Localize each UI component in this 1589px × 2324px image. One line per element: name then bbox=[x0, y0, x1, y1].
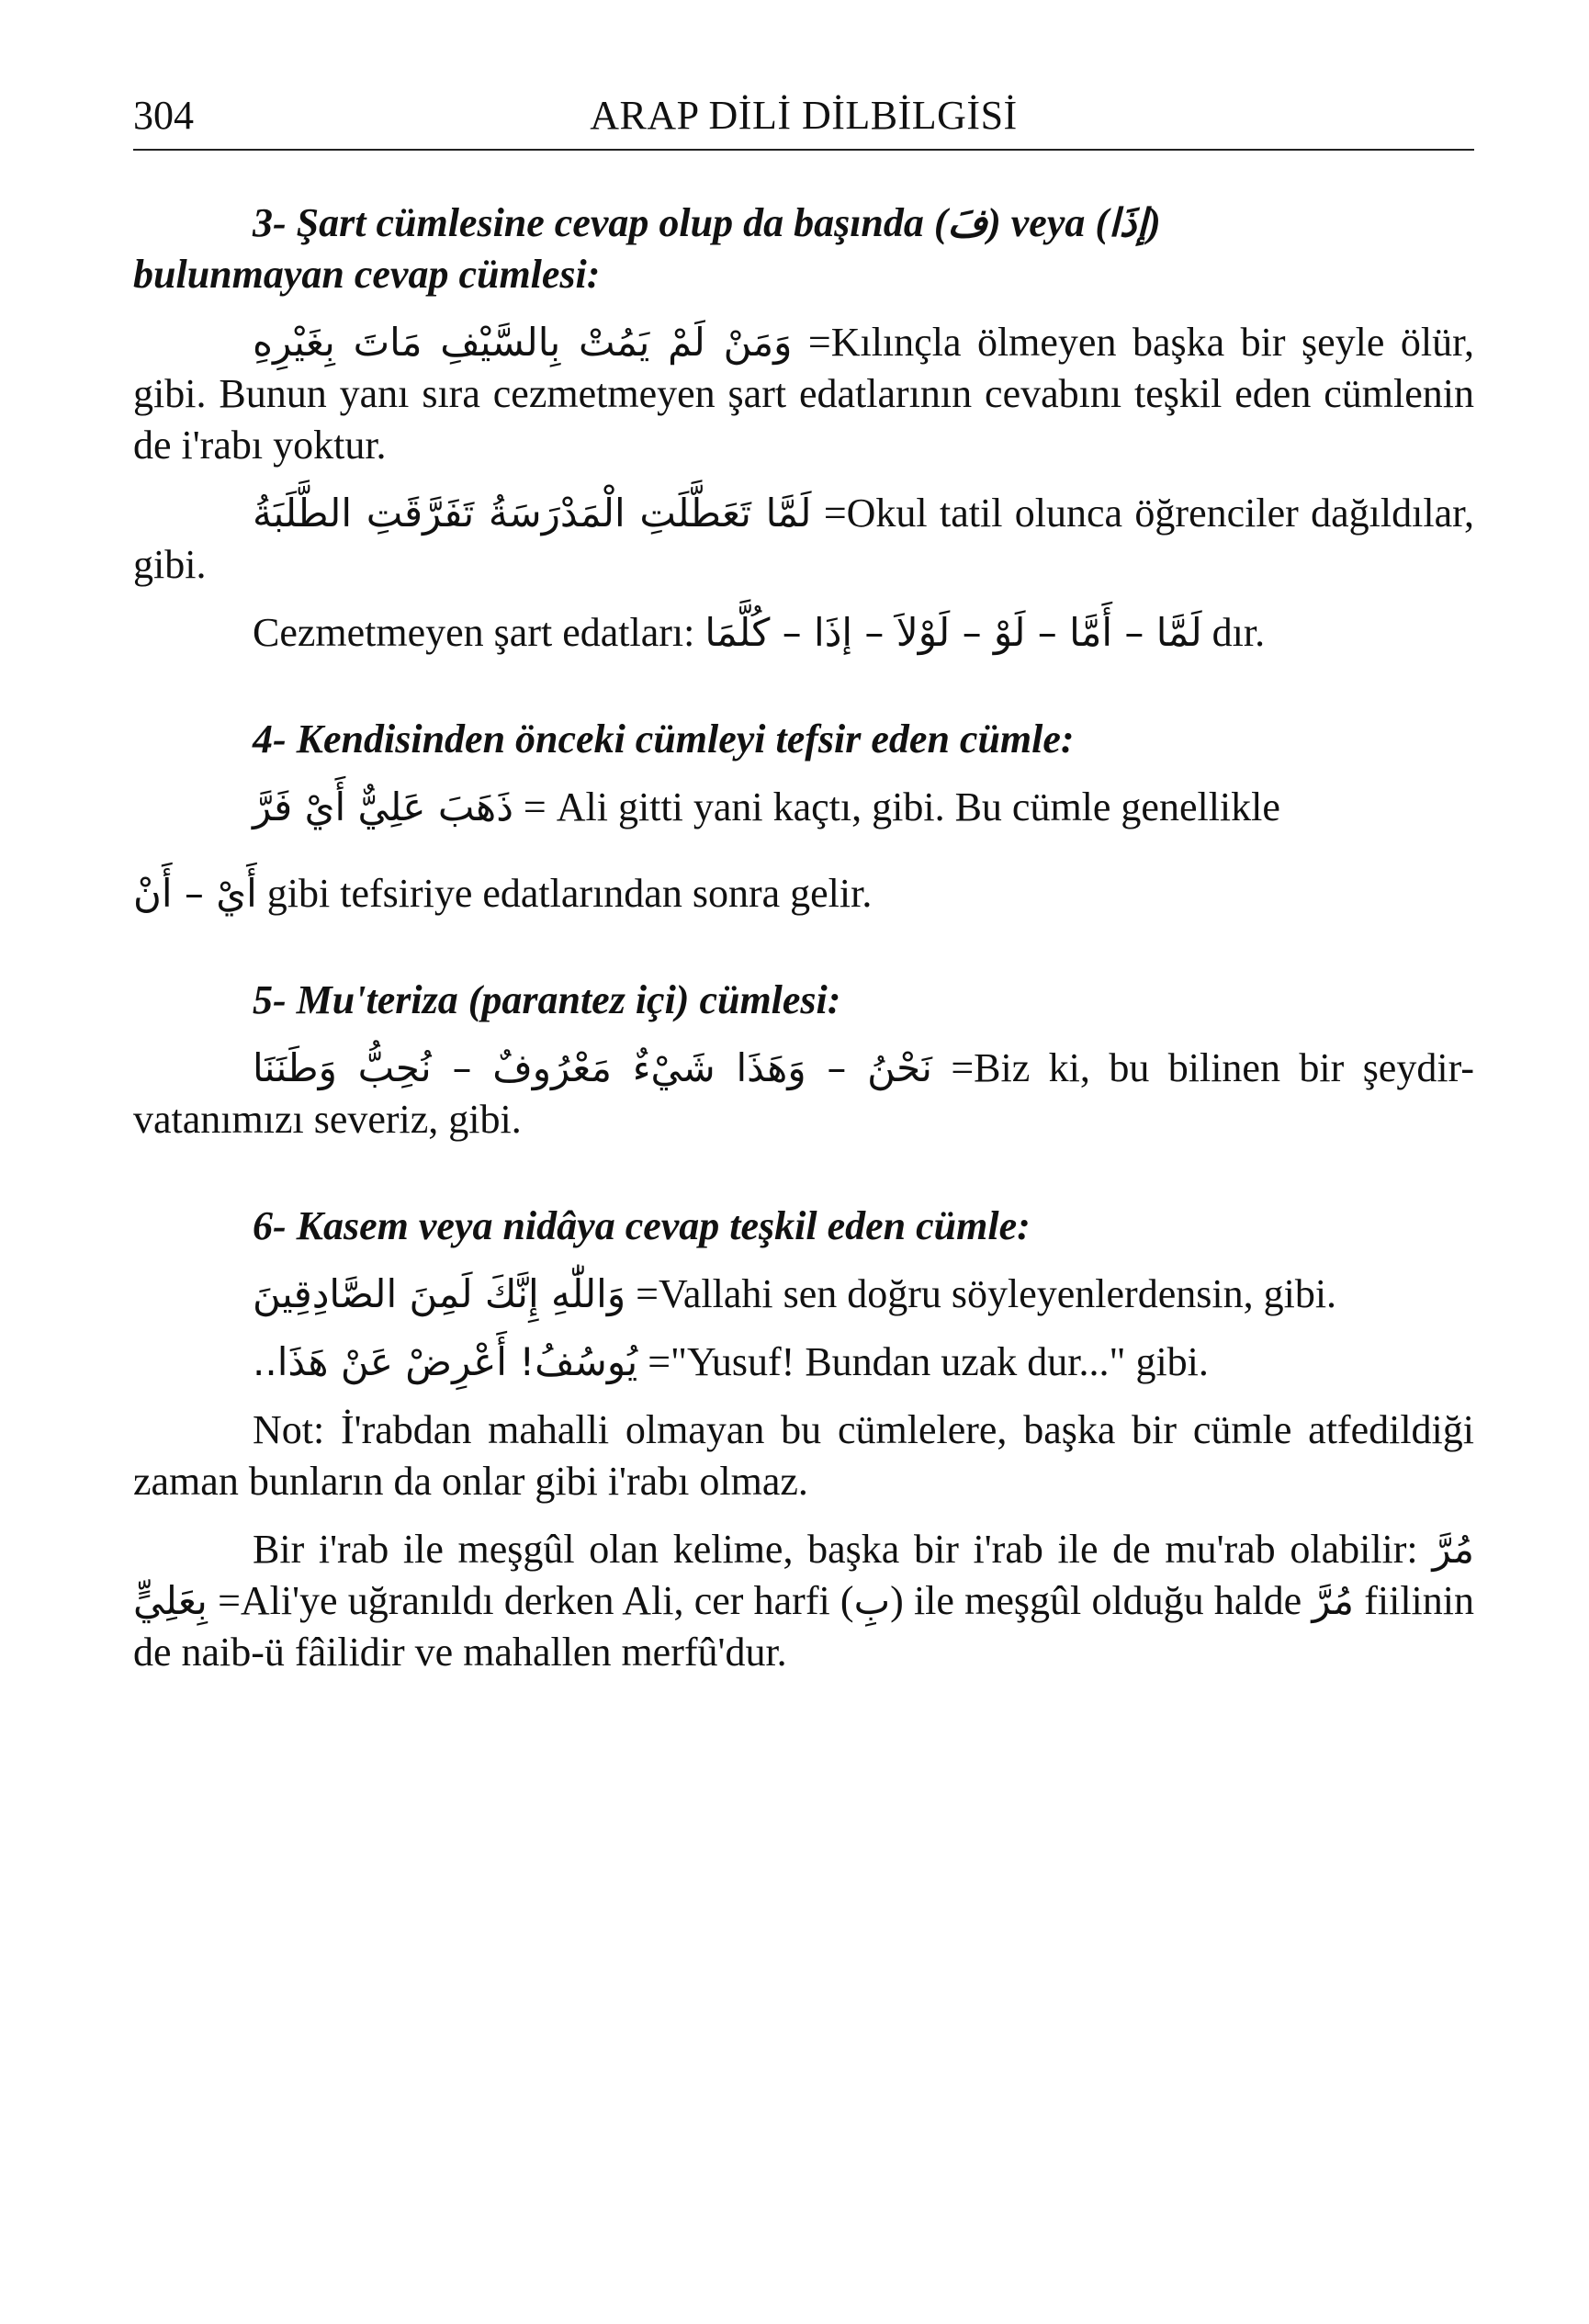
translation-cont: şeydir- vatanımızı severiz, gibi. bbox=[133, 1045, 1474, 1142]
paragraph-text: fiilinin de naib-ü fâilidir ve mahallen merfû'dur. bbox=[133, 1578, 1475, 1675]
arabic-verb: مُرَّ bbox=[1312, 1578, 1355, 1623]
section4-heading: 4- Kendisinden önceki cümleyi tefsir eden cümle: bbox=[253, 716, 1075, 762]
arabic-letter: بِ bbox=[853, 1578, 891, 1623]
section4-example bbox=[133, 782, 1474, 833]
section5-example bbox=[133, 1043, 1474, 1145]
heading-text: 3- Şart cümlesine cevap olup da başında ( bbox=[253, 200, 948, 245]
arabic-particles: أَيْ – أَنْ bbox=[133, 871, 257, 916]
section6-heading: 6- Kasem veya nidâya cevap teşkil eden cümle: bbox=[253, 1203, 1031, 1248]
section6-note: Not: İ'rabdan mahalli olmayan bu cümlelere, başka bir cümle atfedildiği zaman bunların da onlar gibi i'rabı olmaz. bbox=[133, 1407, 1474, 1504]
translation-cont: gibi. bbox=[1263, 1271, 1337, 1316]
arabic-example: مُرَّ بِعَلِيٍّ bbox=[133, 1527, 1474, 1623]
explanation: gibi tefsiriye edatlarından sonra gelir. bbox=[266, 871, 873, 916]
section6-paragraph bbox=[133, 1524, 1474, 1678]
arabic-example: ذَهَبَ عَلِيٌّ أَيْ فَرَّ bbox=[253, 784, 513, 829]
section4-line2 bbox=[133, 868, 1474, 919]
arabic-example: لَمَّا تَعَطَّلَتِ الْمَدْرَسَةُ تَفَرَّقَتِ الطَّلَبَةُ bbox=[253, 491, 812, 536]
arabic-example: وَمَنْ لَمْ يَمُتْ بِالسَّيْفِ مَاتَ بِغَيْرِهِ bbox=[253, 320, 793, 365]
arabic-example: يُوسُفُ! أَعْرِضْ عَنْ هَذَا.. bbox=[253, 1339, 638, 1384]
conditional-particles-list bbox=[133, 607, 1474, 659]
arabic-example: وَاللّٰهِ إِنَّكَ لَمِنَ الصَّادِقِينَ bbox=[253, 1271, 626, 1316]
translation: =Biz ki, bu bilinen bir bbox=[951, 1045, 1345, 1090]
translation-cont: dağıldılar, gibi. bbox=[133, 491, 1474, 587]
page-number: 304 bbox=[133, 93, 194, 138]
heading-text: ) veya ( bbox=[987, 200, 1110, 245]
paragraph-text: Bir i'rab ile meşgûl olan kelime, başka bir i'rab ile de mu'rab olabilir: bbox=[253, 1527, 1418, 1572]
translation: ="Yusuf! Bundan uzak dur..." gibi. bbox=[648, 1339, 1209, 1384]
translation: =Kılınçla ölmeyen başka bir şeyle bbox=[807, 320, 1385, 365]
arabic-particle: فَ bbox=[947, 200, 988, 245]
section6-example1 bbox=[133, 1269, 1474, 1320]
paragraph-text: =Ali'ye uğranıldı derken Ali, cer harfi ( bbox=[218, 1578, 854, 1623]
paragraph-text: ) ile meşgûl olduğu halde bbox=[890, 1578, 1302, 1623]
translation: =Okul tatil olunca öğrenciler bbox=[823, 491, 1299, 536]
translation-cont: ölür, gibi. Bunun yanı sıra cezmetmeyen şart edatlarının cevabını teşkil eden cümlenin de i'rabı yoktur. bbox=[133, 320, 1474, 468]
arabic-particle: إذَا bbox=[1109, 200, 1148, 245]
section3-heading-cont: bulunmayan cevap cümlesi: bbox=[133, 252, 601, 297]
list-suffix: dır. bbox=[1211, 610, 1266, 655]
arabic-list: لَمَّا – أَمَّا – لَوْ – لَوْلاَ – إذَا – كُلَّمَا bbox=[704, 610, 1202, 655]
section6-example2 bbox=[133, 1337, 1474, 1388]
translation: =Vallahi sen doğru söyleyenlerdensin, bbox=[636, 1271, 1254, 1316]
section5-heading: 5- Mu'teriza (parantez içi) cümlesi: bbox=[253, 977, 841, 1022]
page-header bbox=[133, 88, 1474, 151]
running-title: ARAP DİLİ DİLBİLGİSİ bbox=[590, 93, 1018, 138]
translation: = Ali gitti yani kaçtı, gibi. Bu cümle genellikle bbox=[523, 784, 1280, 829]
page-content bbox=[133, 197, 1474, 1678]
arabic-example: نَحْنُ – وَهَذَا شَيْءٌ مَعْرُوفٌ – نُحِبُّ وَطَنَنَا bbox=[253, 1045, 932, 1090]
section3-example2 bbox=[133, 488, 1474, 591]
section3-heading bbox=[133, 197, 1474, 249]
list-label: Cezmetmeyen şart edatları: bbox=[253, 610, 695, 655]
section3-example1 bbox=[133, 317, 1474, 471]
heading-text: ) bbox=[1147, 200, 1161, 245]
